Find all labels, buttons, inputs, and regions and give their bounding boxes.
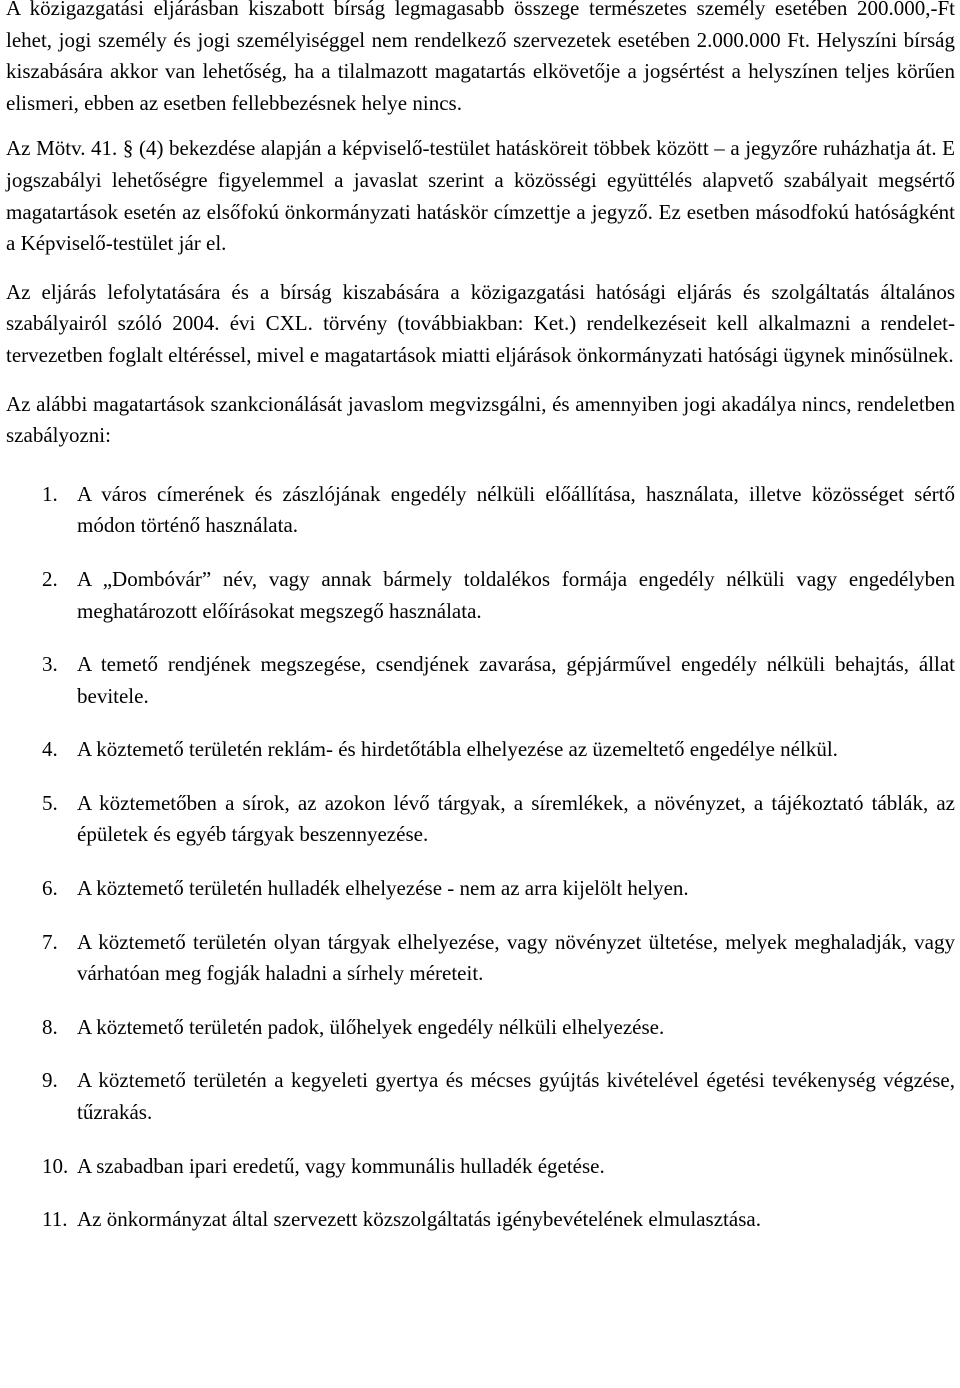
list-item-text: A temető rendjének megszegése, csendjének zavarása, gépjárművel engedély nélküli behajtás, állat bevitele.	[77, 652, 955, 708]
list-item-text: A köztemető területén olyan tárgyak elhelyezése, vagy növényzet ültetése, melyek meghaladják, vagy várhatóan meg fogják haladni a sírhely méreteit.	[77, 929, 955, 986]
list-item	[6, 1065, 955, 1128]
list-item-number: 6.	[42, 876, 58, 901]
list-item-number: 10.	[42, 1153, 69, 1178]
paragraph-procedure: Az eljárás lefolytatására és a bírság kiszabására a közigazgatási hatósági eljárás és szolgáltatás általános szabályairól szóló 2004. évi CXL. törvény (továbbiakban: Ket.) rendelkezéseit kell alkalmazni a rendelet-tervezetben foglalt eltéréssel, mivel e magatartások miatti eljárások önkormányzati hatósági ügynek minősülnek.	[6, 279, 955, 367]
list-item-number: 4.	[42, 737, 58, 762]
list-item	[6, 788, 955, 851]
list-item-number: 7.	[42, 929, 58, 954]
list-item-text: A köztemető területén a kegyeleti gyertya és mécses gyújtás kivételével égetési tevékenység végzése, tűzrakás.	[77, 1068, 955, 1125]
list-item-text: A szabadban ipari eredetű, vagy kommunális hulladék égetése.	[77, 1153, 605, 1178]
list-item-number: 2.	[42, 566, 58, 591]
list-item-text: A köztemetőben a sírok, az azokon lévő tárgyak, a síremlékek, a növényzet, a tájékoztató táblák, az épületek és egyéb tárgyak beszennyezése.	[77, 790, 955, 847]
list-item-text: A köztemető területén reklám- és hirdetőtábla elhelyezése az üzemeltető engedélye nélkül.	[77, 737, 838, 762]
list-item-number: 1.	[42, 481, 58, 506]
list-item	[6, 479, 955, 542]
list-item	[6, 873, 955, 905]
list-item-number: 11.	[42, 1207, 68, 1232]
list-item-text: A köztemető területén padok, ülőhelyek engedély nélküli elhelyezése.	[77, 1014, 665, 1039]
list-item-number: 9.	[42, 1068, 58, 1093]
list-item	[6, 1151, 955, 1183]
list-item-number: 3.	[42, 652, 58, 677]
list-item	[6, 649, 955, 712]
list-item	[6, 564, 955, 627]
list-item-number: 5.	[42, 790, 58, 815]
list-item	[6, 1012, 955, 1044]
paragraph-competence: Az Mötv. 41. § (4) bekezdése alapján a képviselő-testület hatásköreit többek között – a jegyzőre ruházhatja át. E jogszabályi lehetőségre figyelemmel a javaslat szerint a közösségi együttélés alapvető szabályait megsértő magatartások esetén az elsőfokú önkormányzati hatáskör címzettje a jegyző. Ez esetben másodfokú hatóságként a Képviselő-testület jár el.	[6, 136, 955, 256]
list-item-text: A város címerének és zászlójának engedély nélküli előállítása, használata, illetve közösséget sértő módon történő használata.	[77, 481, 955, 538]
list-item-text: A „Dombóvár” név, vagy annak bármely toldalékos formája engedély nélküli vagy engedélyben meghatározott előírásokat megszegő használata.	[77, 566, 955, 623]
paragraph-fine-limits: A közigazgatási eljárásban kiszabott bírság legmagasabb összege természetes személy esetében 200.000,-Ft lehet, jogi személy és jogi személyiséggel nem rendelkező szervezetek esetében 2.000.000 Ft. Helyszíni bírság kiszabására akkor van lehetőség, ha a tilalmazott magatartás elkövetője a jogsértést a helyszínen teljes körűen elismeri, ebben az esetben fellebbezésnek helye nincs.	[6, 0, 955, 115]
list-item	[6, 1204, 955, 1236]
conduct-list	[6, 479, 955, 1236]
list-item	[6, 734, 955, 766]
list-item-text: A köztemető területén hulladék elhelyezése - nem az arra kijelölt helyen.	[77, 876, 689, 901]
paragraph-proposal-intro: Az alábbi magatartások szankcionálását javaslom megvizsgálni, és amennyiben jogi akadálya nincs, rendeletben szabályozni:	[6, 391, 955, 448]
list-item	[6, 927, 955, 990]
list-item-number: 8.	[42, 1014, 58, 1039]
list-item-text: Az önkormányzat által szervezett közszolgáltatás igénybevételének elmulasztása.	[77, 1207, 761, 1232]
